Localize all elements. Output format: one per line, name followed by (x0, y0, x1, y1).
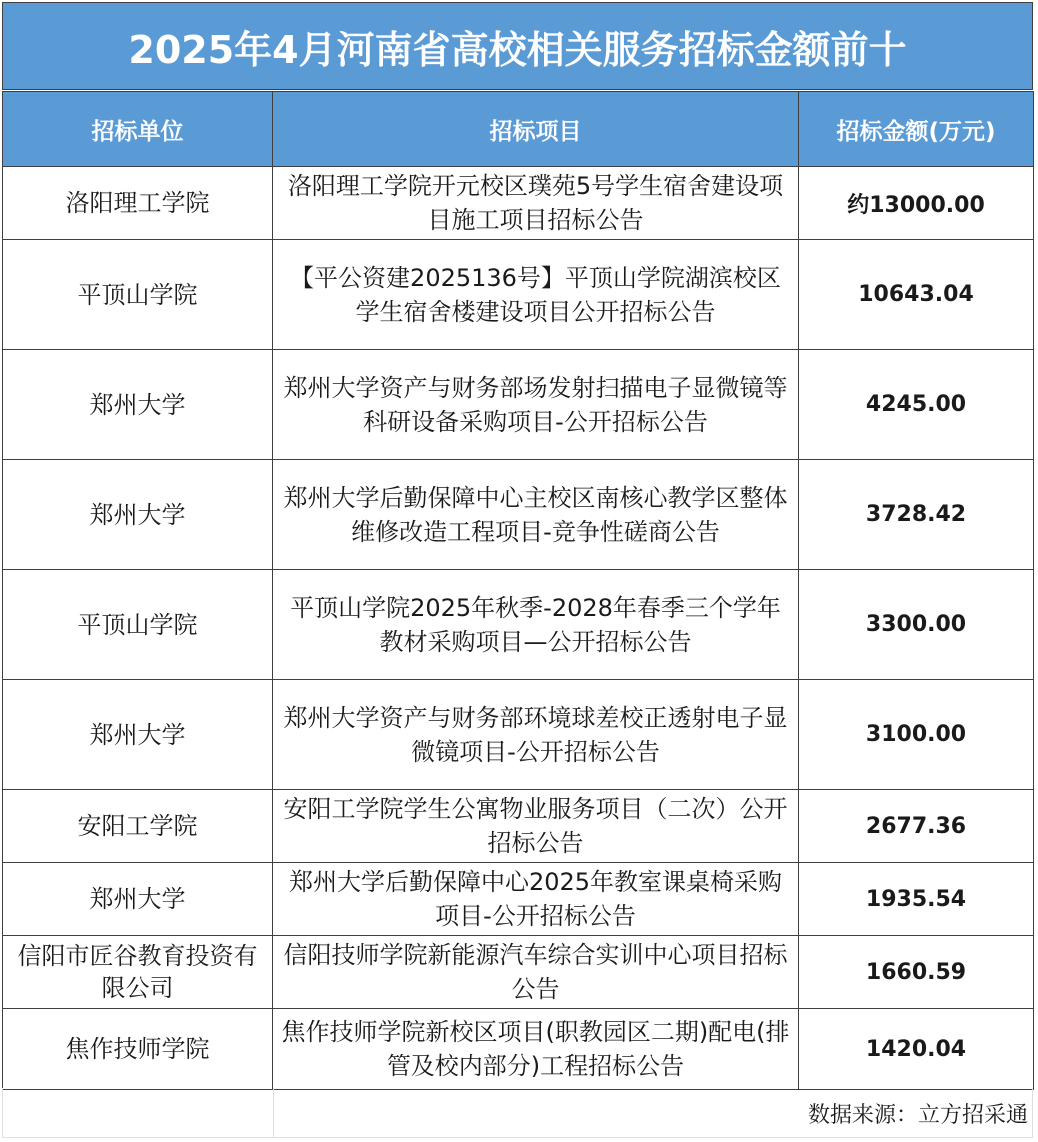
project-cell: 安阳工学院学生公寓物业服务项目（二次）公开招标公告 (273, 790, 799, 863)
project-cell: 郑州大学资产与财务部环境球差校正透射电子显微镜项目-公开招标公告 (273, 680, 799, 790)
amount-cell: 约13000.00 (799, 167, 1034, 240)
footer-row (2, 1088, 1033, 1138)
unit-cell: 郑州大学 (3, 863, 273, 936)
table-row (3, 863, 1034, 936)
footer-divider (273, 1088, 274, 1138)
amount-cell: 4245.00 (799, 350, 1034, 460)
amount-cell: 10643.04 (799, 240, 1034, 350)
header-project: 招标项目 (273, 92, 799, 167)
table-row (3, 790, 1034, 863)
amount-cell: 1660.59 (799, 936, 1034, 1009)
unit-cell: 郑州大学 (3, 460, 273, 570)
project-cell: 郑州大学资产与财务部场发射扫描电子显微镜等科研设备采购项目-公开招标公告 (273, 350, 799, 460)
data-source-note: 数据来源：立方招采通 (807, 1103, 1028, 1128)
unit-cell: 焦作技师学院 (3, 1009, 273, 1090)
project-cell: 信阳技师学院新能源汽车综合实训中心项目招标公告 (273, 936, 799, 1009)
amount-cell: 2677.36 (799, 790, 1034, 863)
amount-cell: 1420.04 (799, 1009, 1034, 1090)
unit-cell: 安阳工学院 (3, 790, 273, 863)
table-row (3, 240, 1034, 350)
amount-cell: 3728.42 (799, 460, 1034, 570)
unit-cell: 郑州大学 (3, 680, 273, 790)
unit-cell: 洛阳理工学院 (3, 167, 273, 240)
project-cell: 洛阳理工学院开元校区璞苑5号学生宿舍建设项目施工项目招标公告 (273, 167, 799, 240)
table-row (3, 936, 1034, 1009)
page-title: 2025年4月河南省高校相关服务招标金额前十 (2, 2, 1033, 90)
table-row (3, 350, 1034, 460)
project-cell: 【平公资建2025136号】平顶山学院湖滨校区学生宿舍楼建设项目公开招标公告 (273, 240, 799, 350)
project-cell: 郑州大学后勤保障中心2025年教室课桌椅采购项目-公开招标公告 (273, 863, 799, 936)
amount-cell: 3100.00 (799, 680, 1034, 790)
project-cell: 郑州大学后勤保障中心主校区南核心教学区整体维修改造工程项目-竞争性磋商公告 (273, 460, 799, 570)
project-cell: 焦作技师学院新校区项目(职教园区二期)配电(排管及校内部分)工程招标公告 (273, 1009, 799, 1090)
project-cell: 平顶山学院2025年秋季-2028年春季三个学年教材采购项目—公开招标公告 (273, 570, 799, 680)
table-row (3, 167, 1034, 240)
table-row (3, 460, 1034, 570)
table-row (3, 1009, 1034, 1090)
table-row (3, 680, 1034, 790)
unit-cell: 平顶山学院 (3, 240, 273, 350)
amount-cell: 1935.54 (799, 863, 1034, 936)
table-row (3, 570, 1034, 680)
unit-cell: 郑州大学 (3, 350, 273, 460)
unit-cell: 信阳市匠谷教育投资有限公司 (3, 936, 273, 1009)
unit-cell: 平顶山学院 (3, 570, 273, 680)
header-unit: 招标单位 (3, 92, 273, 167)
amount-cell: 3300.00 (799, 570, 1034, 680)
tender-table (2, 91, 1034, 1090)
header-amount: 招标金额(万元) (799, 92, 1034, 167)
header-row (3, 92, 1034, 167)
